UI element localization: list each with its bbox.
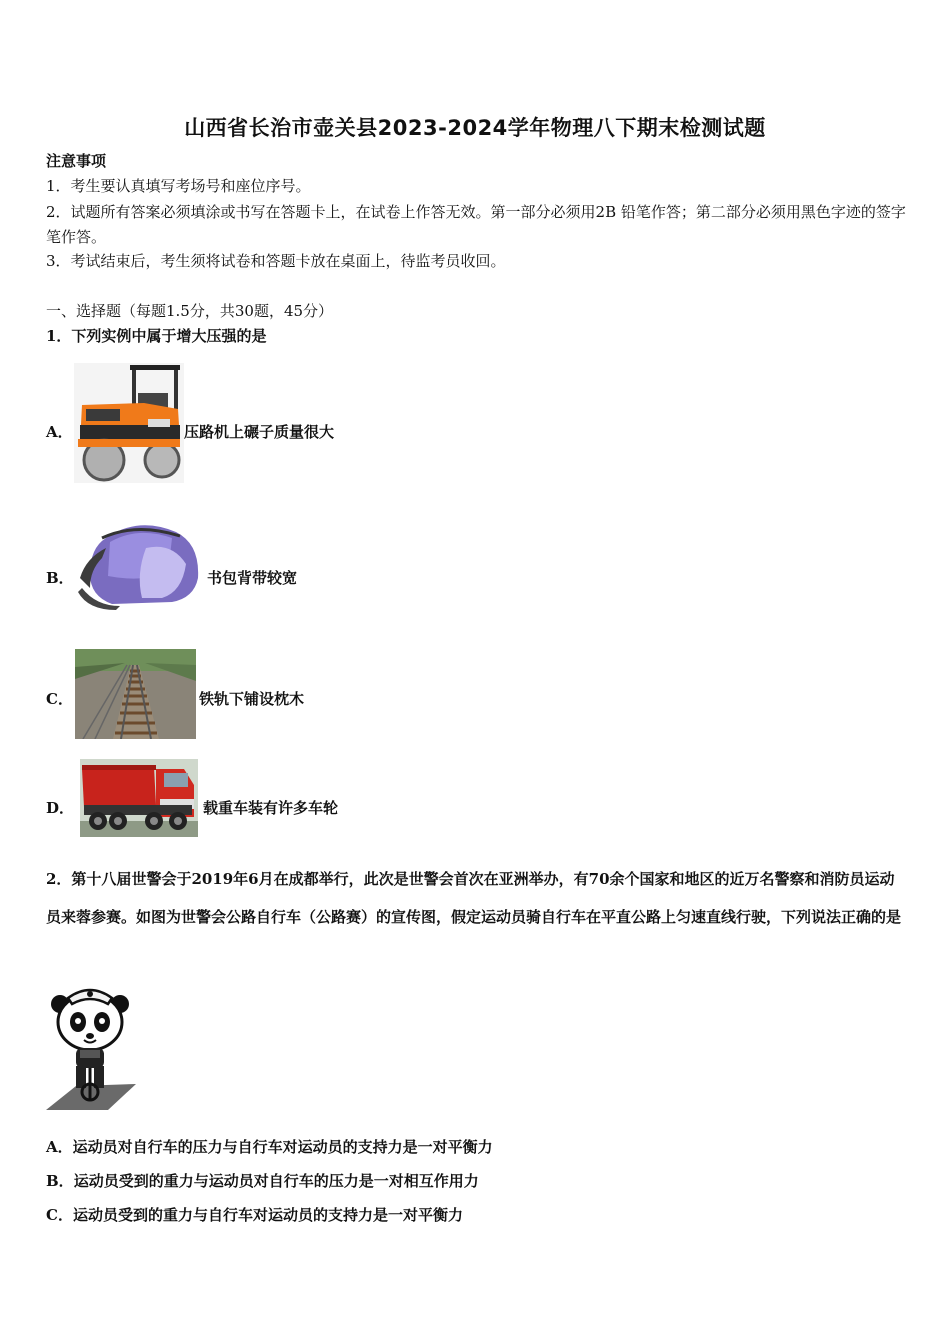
q1-option-a-letter: A． [46,423,73,441]
backpack-image [76,518,204,612]
notice-item-1: 1．考生要认真填写考场号和座位序号。 [46,177,311,195]
page-title: 山西省长治市壶关县2023-2024学年物理八下期末检测试题 [184,116,766,140]
dump-truck-image [80,759,198,837]
q2-option-b-letter: B． [46,1172,74,1190]
road-roller-image [74,363,184,483]
notice-heading: 注意事项 [46,152,107,170]
question-1-stem: 1．下列实例中属于增大压强的是 [46,327,267,345]
notice-item-3: 3．考试结束后，考生须将试卷和答题卡放在桌面上，待监考员收回。 [46,252,506,270]
q2-option-c [46,1204,463,1226]
panda-cyclist-image [46,984,136,1114]
q1-option-c-text: 铁轨下铺设枕木 [199,690,305,708]
notice-item-2: 2．试题所有答案必须填涂或书写在答题卡上，在试卷上作答无效。第一部分必须用2B 铅笔作答；第二部分必须用黑色字迹的签字笔作答。 [46,203,906,246]
question-2-stem: 2．第十八届世警会于2019年6月在成都举行，此次是世警会首次在亚洲举办，有70余个国家和地区的近万名警察和消防员运动员来蓉参赛。如图为世警会公路自行车（公路赛）的宣传图，假定运动员骑自行车在平直公路上匀速直线行驶，下列说法正确的是 [46,870,902,926]
q2-option-b-text: 运动员受到的重力与运动员对自行车的压力是一对相互作用力 [73,1172,479,1190]
q1-option-b-text: 书包背带较宽 [207,569,298,587]
q1-option-d-letter: D． [46,799,75,817]
q1-option-c-letter: C． [46,690,73,708]
q2-option-a-text: 运动员对自行车的压力与自行车对运动员的支持力是一对平衡力 [72,1138,493,1156]
railway-track-image [75,649,196,739]
q2-option-c-text: 运动员受到的重力与自行车对运动员的支持力是一对平衡力 [72,1206,463,1224]
q2-option-b [46,1170,479,1192]
q2-option-a [46,1136,493,1158]
section-heading: 一、选择题（每题1.5分，共30题，45分） [46,302,334,320]
q1-option-d-text: 载重车装有许多车轮 [203,799,339,817]
q1-option-b-letter: B． [46,569,74,587]
q2-option-c-letter: C． [46,1206,73,1224]
q1-option-a-text: 压路机上碾子质量很大 [184,423,335,441]
q2-option-a-letter: A． [46,1138,73,1156]
